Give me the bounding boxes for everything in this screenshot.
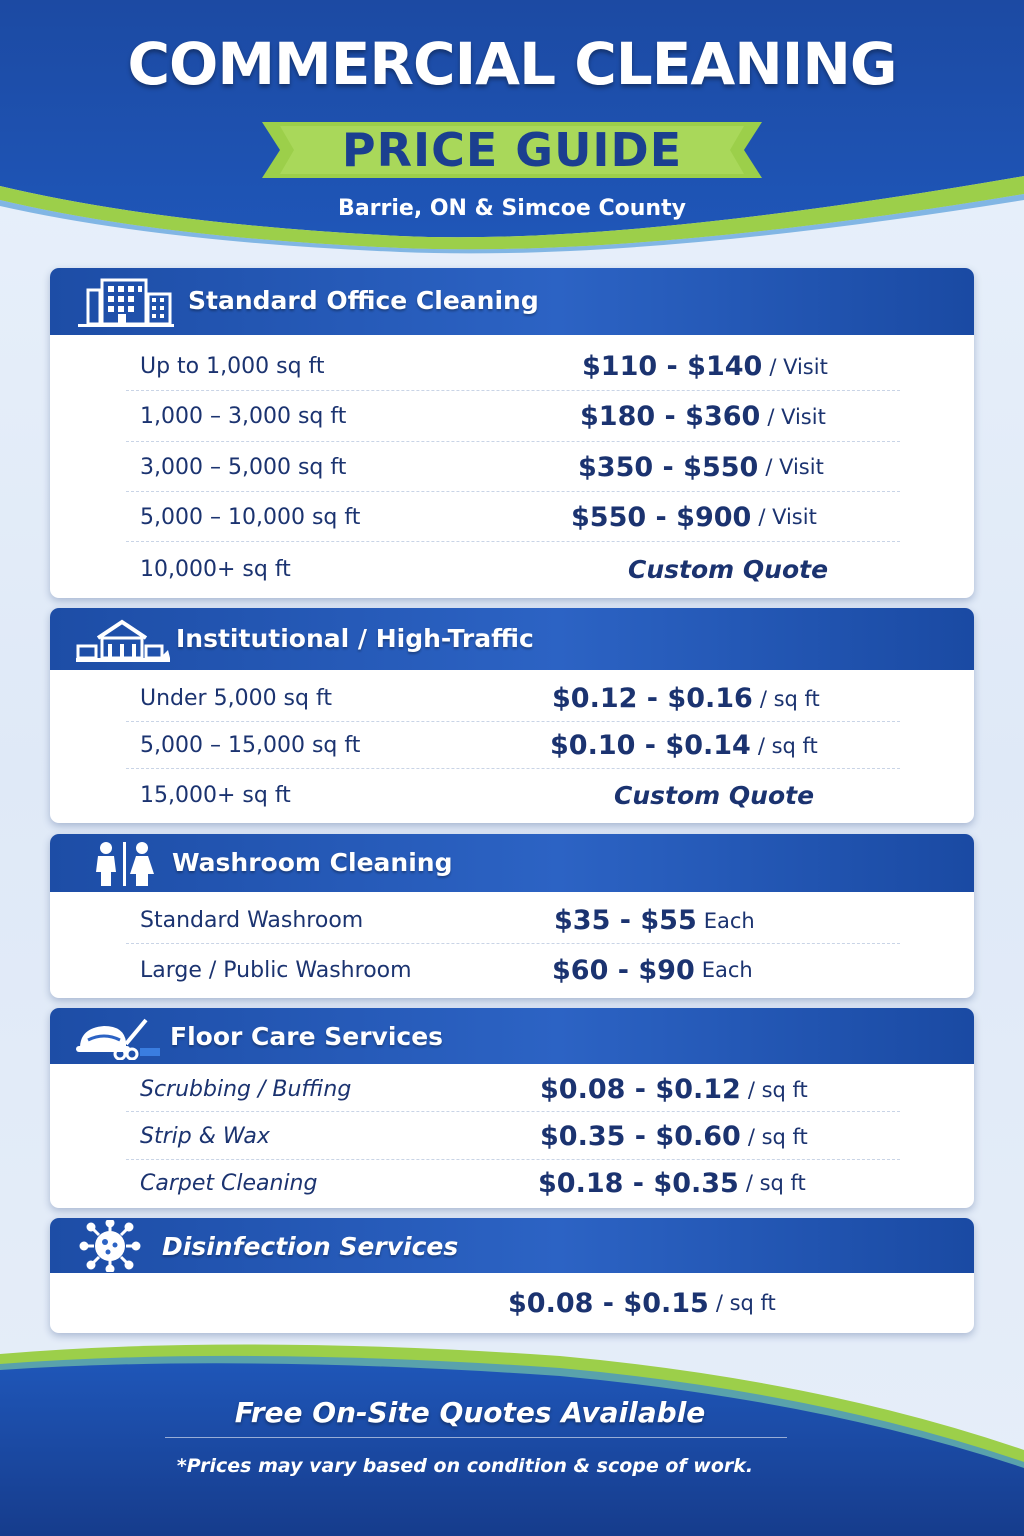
section-title: Institutional / High-Traffic bbox=[176, 624, 534, 653]
price-amount: $0.10 - $0.14 bbox=[550, 730, 751, 761]
page-title: COMMERCIAL CLEANING bbox=[127, 30, 897, 98]
price-unit: / sq ft bbox=[757, 733, 818, 758]
price-row bbox=[126, 392, 900, 442]
row-label: 15,000+ sq ft bbox=[140, 782, 291, 808]
section-title: Washroom Cleaning bbox=[172, 848, 453, 877]
row-label: Up to 1,000 sq ft bbox=[140, 354, 325, 379]
section-header bbox=[50, 1008, 974, 1064]
row-price bbox=[540, 1114, 808, 1159]
price-amount: $0.18 - $0.35 bbox=[538, 1167, 739, 1199]
floor-machine-icon bbox=[74, 1014, 164, 1060]
price-row bbox=[126, 723, 900, 769]
section-floor-care bbox=[50, 1008, 974, 1208]
row-label: 10,000+ sq ft bbox=[140, 556, 291, 582]
row-label: Strip & Wax bbox=[140, 1124, 270, 1149]
price-row bbox=[126, 493, 900, 542]
price-amount: $180 - $360 bbox=[580, 401, 761, 432]
section-institutional bbox=[50, 608, 974, 823]
row-price bbox=[508, 1278, 776, 1328]
washroom-people-icon bbox=[90, 840, 160, 888]
row-label: 5,000 – 10,000 sq ft bbox=[140, 504, 361, 530]
row-label: Carpet Cleaning bbox=[140, 1170, 318, 1196]
section-standard-office bbox=[50, 268, 974, 598]
section-washroom bbox=[50, 834, 974, 998]
price-amount: $110 - $140 bbox=[582, 351, 763, 382]
price-unit: Each bbox=[701, 958, 753, 982]
footer-background bbox=[0, 1340, 1024, 1536]
row-label: 1,000 – 3,000 sq ft bbox=[140, 404, 347, 429]
price-row bbox=[126, 898, 900, 944]
price-row bbox=[126, 544, 900, 594]
location-subtitle: Barrie, ON & Simcoe County bbox=[338, 196, 686, 221]
price-guide-label: PRICE GUIDE bbox=[341, 123, 683, 177]
price-amount: $0.08 - $0.15 bbox=[508, 1287, 709, 1319]
row-label: 3,000 – 5,000 sq ft bbox=[140, 454, 347, 480]
row-label: 5,000 – 15,000 sq ft bbox=[140, 733, 361, 758]
price-amount: $35 - $55 bbox=[554, 905, 697, 936]
price-unit: / Visit bbox=[769, 354, 828, 379]
price-unit: Each bbox=[703, 908, 755, 933]
price-row bbox=[126, 676, 900, 722]
row-price bbox=[628, 544, 828, 594]
row-label: Large / Public Washroom bbox=[140, 957, 412, 983]
price-row bbox=[126, 343, 900, 391]
section-header bbox=[50, 1218, 974, 1273]
office-building-icon bbox=[74, 276, 178, 330]
institution-building-icon bbox=[74, 616, 174, 666]
row-price bbox=[552, 946, 753, 994]
price-row bbox=[126, 1068, 900, 1112]
section-header bbox=[50, 268, 974, 335]
footer-cta: Free On-Site Quotes Available bbox=[234, 1396, 706, 1429]
price-unit: / sq ft bbox=[747, 1077, 808, 1102]
price-amount: $350 - $550 bbox=[578, 451, 759, 483]
row-price bbox=[578, 443, 824, 491]
section-title: Disinfection Services bbox=[162, 1232, 459, 1261]
price-amount: $0.12 - $0.16 bbox=[552, 683, 753, 714]
price-row bbox=[126, 1114, 900, 1160]
price-amount: $0.35 - $0.60 bbox=[540, 1121, 741, 1152]
price-unit: / sq ft bbox=[745, 1171, 806, 1195]
price-row bbox=[126, 1278, 900, 1328]
row-price bbox=[554, 898, 755, 943]
row-price bbox=[614, 771, 814, 819]
section-disinfection bbox=[50, 1218, 974, 1333]
price-unit: / Visit bbox=[765, 455, 824, 479]
row-label: Standard Washroom bbox=[140, 908, 364, 933]
footer-divider bbox=[165, 1437, 787, 1438]
row-price bbox=[582, 343, 828, 390]
row-price bbox=[580, 392, 826, 441]
price-row bbox=[126, 443, 900, 492]
price-unit: / sq ft bbox=[759, 686, 820, 711]
price-unit: / Visit bbox=[758, 505, 817, 529]
section-title: Standard Office Cleaning bbox=[188, 286, 539, 315]
section-header bbox=[50, 608, 974, 670]
section-title: Floor Care Services bbox=[170, 1022, 444, 1051]
row-label: Under 5,000 sq ft bbox=[140, 686, 332, 711]
price-row bbox=[126, 771, 900, 819]
price-unit: / sq ft bbox=[715, 1291, 776, 1315]
price-amount: $550 - $900 bbox=[571, 501, 752, 533]
section-header bbox=[50, 834, 974, 892]
price-amount: $0.08 - $0.12 bbox=[540, 1074, 741, 1105]
row-price bbox=[538, 1161, 806, 1205]
price-row bbox=[126, 1161, 900, 1205]
price-row bbox=[126, 946, 900, 994]
custom-quote: Custom Quote bbox=[614, 780, 815, 810]
virus-icon bbox=[74, 1220, 146, 1272]
row-label: Scrubbing / Buffing bbox=[140, 1077, 352, 1102]
row-price bbox=[571, 493, 817, 541]
custom-quote: Custom Quote bbox=[628, 554, 829, 584]
row-price bbox=[540, 1068, 808, 1111]
row-price bbox=[552, 676, 820, 721]
row-price bbox=[550, 723, 818, 768]
footer-disclaimer: *Prices may vary based on condition & scope of work. bbox=[176, 1455, 754, 1477]
price-amount: $60 - $90 bbox=[552, 954, 695, 986]
price-unit: / Visit bbox=[767, 404, 826, 429]
price-unit: / sq ft bbox=[747, 1124, 808, 1149]
